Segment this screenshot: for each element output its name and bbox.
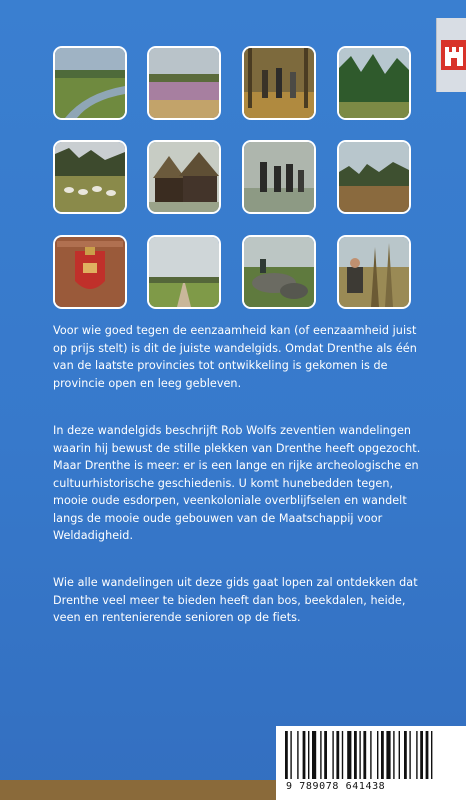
photo-heath-field [149,48,219,118]
photo-thatched-barn [149,142,219,212]
description-text-3: Wie alle wandelingen uit deze gids gaat lopen zal ontdekken dat Drenthe veel meer te bieden heeft dan bos, beekdalen, heide, veen en rentenierende senioren op de fiets. [53,576,418,624]
publisher-logo [436,18,466,92]
description-paragraph-2 [53,422,425,545]
description-paragraph-1 [53,322,425,392]
description-paragraph-3 [53,574,425,627]
description-text-1: Voor wie goed tegen de eenzaamheid kan (of eenzaamheid juist op prijs stelt) is dit de juiste wandelgids. Omdat Drenthe als één van de laatste provincies tot ontwikkeling is gekomen is de provincie open en leeg gebleven. [53,324,417,390]
photo-dolmen [244,237,314,307]
barcode-digits: 9 789078 641438 [286,781,386,792]
photo-country-road [149,237,219,307]
barcode-bars [285,731,457,779]
castle-icon [441,40,466,70]
photo-walkers-forest [244,48,314,118]
photo-people-fog [244,142,314,212]
photo-coat-of-arms [55,237,125,307]
photo-moorland [339,142,409,212]
photo-hiker-reeds [339,237,409,307]
description-text-2: In deze wandelgids beschrijft Rob Wolfs zeventien wandelingen waarin hij bewust de stille plekken van Drenthe heeft opgezocht. Maar Drenthe is meer: er is een lange en rijke archeologische en cultuurhistorische geschiedenis. U komt hunebedden tegen, mooie oude esdorpen, veenkoloniale overblijfselen en wandelt langs de mooie oude gebouwen van de Maatschappij voor Weldadigheid. [53,424,421,542]
photo-sheep-flock [55,142,125,212]
photo-pine-forest [339,48,409,118]
photo-brook-meadow [55,48,125,118]
